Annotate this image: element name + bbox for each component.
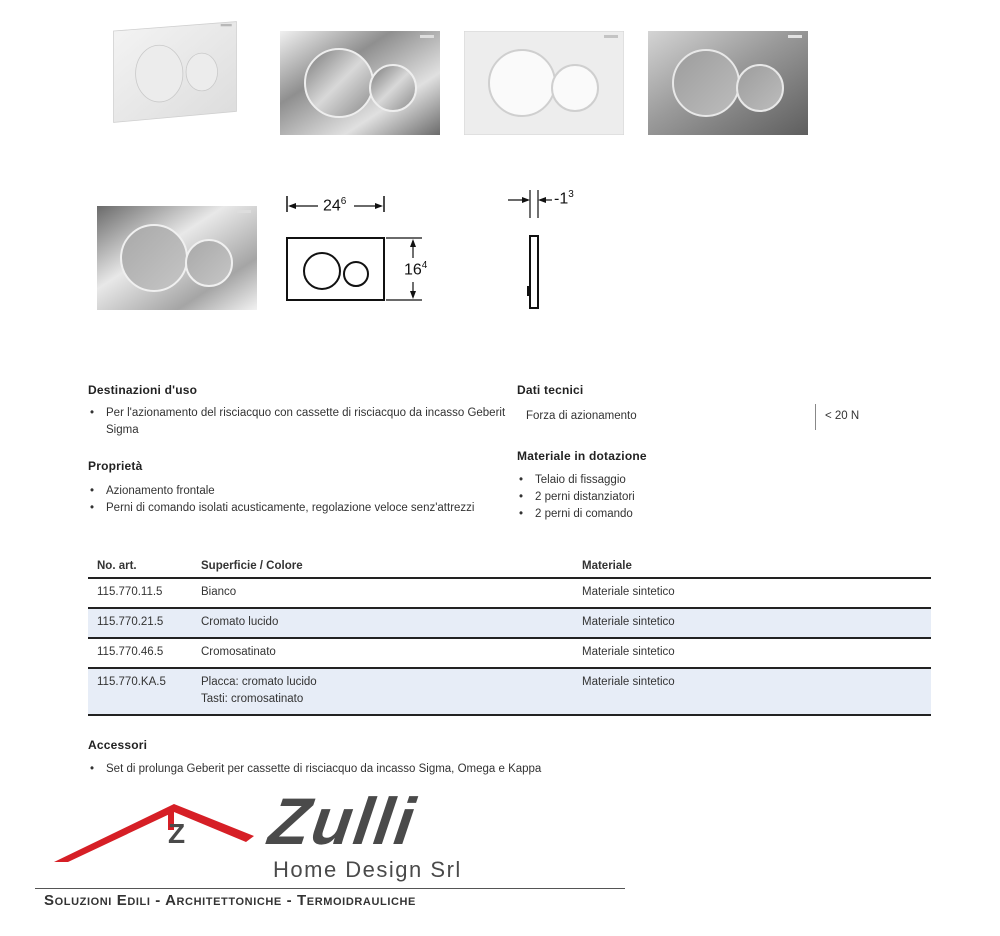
cell-material: Materiale sintetico — [573, 668, 931, 715]
header-art: No. art. — [88, 556, 192, 578]
cell-material: Materiale sintetico — [573, 638, 931, 668]
table-row — [88, 608, 931, 638]
table-row — [88, 668, 931, 715]
tech-value: < 20 N — [825, 410, 860, 422]
cell-material: Materiale sintetico — [573, 578, 931, 608]
cell-surface — [192, 668, 573, 715]
front-dimension-drawing — [282, 192, 442, 312]
list-item: • Perni di comando isolati acusticamente, regolazione veloce senz'attrezzi — [88, 500, 508, 517]
cell-art: 115.770.46.5 — [88, 638, 192, 668]
satin-chrome-plate-image — [648, 31, 808, 135]
properties-list — [88, 483, 508, 517]
cell-material: Materiale sintetico — [573, 608, 931, 638]
supplied-list — [517, 472, 877, 523]
header-surface: Superficie / Colore — [192, 556, 573, 578]
supplied-title: Materiale in dotazione — [517, 449, 647, 463]
tech-label: Forza di azionamento — [526, 410, 637, 422]
table-header-row — [88, 556, 931, 578]
cell-surface: Cromato lucido — [192, 608, 573, 638]
tech-divider — [815, 404, 816, 430]
thickness-dimension-label: $-1^3$ — [554, 189, 574, 208]
list-item: • Per l'azionamento del risciacquo con cassette di risciacquo da incasso Geberit Sigma — [88, 405, 508, 439]
table-row — [88, 638, 931, 668]
tech-title: Dati tecnici — [517, 383, 584, 397]
list-item: • Telaio di fissaggio — [517, 472, 877, 489]
cell-surface-line2: Tasti: cromosatinato — [201, 693, 304, 705]
roof-logo-icon — [50, 800, 270, 870]
usage-list — [88, 405, 508, 439]
white-gloss-plate-image — [464, 31, 624, 135]
logo-subtitle: Home Design Srl — [273, 857, 462, 882]
cell-art: 115.770.11.5 — [88, 578, 192, 608]
width-dimension-label: $24^6$ — [323, 196, 347, 215]
chrome-plate-image — [280, 31, 440, 135]
list-item: • Azionamento frontale — [88, 483, 508, 500]
usage-title: Destinazioni d'uso — [88, 383, 198, 397]
logo-divider — [35, 888, 625, 889]
cell-surface: Cromosatinato — [192, 638, 573, 668]
cell-art: 115.770.21.5 — [88, 608, 192, 638]
logo-letter: Z — [168, 818, 186, 849]
article-table — [88, 556, 931, 716]
cell-art: 115.770.KA.5 — [88, 668, 192, 715]
logo-name: Zulli — [264, 784, 421, 858]
properties-title: Proprietà — [88, 459, 143, 473]
table-row — [88, 578, 931, 608]
logo-tagline: Soluzioni Edili - Architettoniche - Termoidrauliche — [44, 892, 416, 909]
white-plate-image — [95, 20, 255, 124]
cell-surface-line1: Placca: cromato lucido — [201, 676, 317, 688]
accessories-title: Accessori — [88, 738, 148, 752]
cell-surface: Bianco — [192, 578, 573, 608]
accessories-list — [88, 761, 788, 778]
header-material: Materiale — [573, 556, 931, 578]
list-item: • Set di prolunga Geberit per cassette di risciacquo da incasso Sigma, Omega e Kappa — [88, 761, 788, 778]
height-dimension-label: $16^4$ — [404, 260, 428, 279]
list-item: • 2 perni distanziatori — [517, 489, 877, 506]
list-item: • 2 perni di comando — [517, 506, 877, 523]
chrome-satin-plate-image — [97, 206, 257, 310]
